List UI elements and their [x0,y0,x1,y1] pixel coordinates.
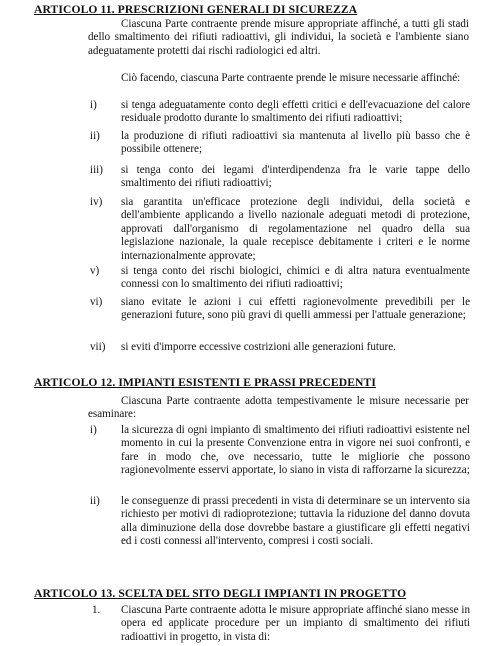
list-marker: 1. [92,604,101,616]
list-item-text: la sicurezza di ogni impianto di smaltimento dei rifiuti radioattivi esistente nel momento in cui la presente Convenzione entra in vigore nei suoi confronti, e fare in modo che, ove necessario, tutte le migliorie che possono ragionevolmente esservi apportate, lo siano in vista di rafforzarne la sicurezza; [121,424,470,477]
list-marker: iv) [90,196,103,208]
list-item-text: si tenga adeguatamente conto degli effetti critici e dell'evacuazione del calore residuale prodotto durante lo smaltimento dei rifiuti radioattivi; [121,99,470,125]
list-item-text: la produzione di rifiuti radioattivi sia mantenuta al livello più basso che è possibile ottenere; [121,130,470,156]
list-item-text: sia garantita un'efficace protezione degli individui, della società e dell'ambiente applicando a livello nazionale adeguati metodi di protezione, approvati dall'organismo di regolamentazione nel quadro della sua legislazione nazionale, la quale recepisce debitamente i criteri e le norme internazionalmente approvate; [121,196,470,262]
article-13-heading: ARTICOLO 13. SCELTA DEL SITO DEGLI IMPIANTI IN PROGETTO [34,587,407,600]
list-item-text: le conseguenze di prassi precedenti in vista di determinare se un intervento sia richiesto per motivi di radioprotezione; tuttavia la riduzione del danno dovuta alla diminuzione della dose dovrebbe bastare a giustificare gli effetti negativi ed i costi connessi all'intervento, compresi i costi sociali. [121,495,470,548]
list-item-text: si tenga conto dei legami d'interdipendenza fra le varie tappe dello smaltimento dei rifiuti radioattivi; [121,164,470,190]
list-marker: i) [90,99,97,111]
article-11-intro-paragraph: Ciascuna Parte contraente prende misure appropriate affinché, a tutti gli stadi dello smaltimento dei rifiuti radioattivi, gli individui, la società e l'ambiente siano adeguatamente protetti dai rischi radiologici ed altri. [88,18,469,57]
list-marker: vi) [90,296,103,308]
article-11-heading: ARTICOLO 11. PRESCRIZIONI GENERALI DI SICUREZZA [34,3,358,16]
list-marker: ii) [90,495,100,507]
article-12-heading: ARTICOLO 12. IMPIANTI ESISTENTI E PRASSI PRECEDENTI [34,376,376,389]
list-marker: v) [90,265,100,277]
list-item-text: Ciascuna Parte contraente adotta le misure appropriate affinché siano messe in opera ed applicate procedure per un impianto di smaltimento dei rifiuti radioattivi in progetto, in vista di: [121,604,470,643]
list-item-text: si tenga conto dei rischi biologici, chimici e di altra natura eventualmente connessi con lo smaltimento dei rifiuti radioattivi; [121,265,470,291]
list-marker: ii) [90,130,100,142]
list-item-text: si eviti d'imporre eccessive costrizioni alle generazioni future. [121,341,396,353]
article-12-intro-paragraph: Ciascuna Parte contraente adotta tempestivamente le misure necessarie per esaminare: [88,395,469,421]
list-marker: vii) [90,341,106,353]
list-marker: i) [90,424,97,436]
list-marker: iii) [90,164,103,176]
article-11-lead-in-paragraph: Ciò facendo, ciascuna Parte contraente prende le misure necessarie affinché: [121,72,461,84]
list-item-text: siano evitate le azioni i cui effetti ragionevolmente prevedibili per le generazioni future, sono più gravi di quelli ammessi per l'attuale generazione; [121,296,470,322]
